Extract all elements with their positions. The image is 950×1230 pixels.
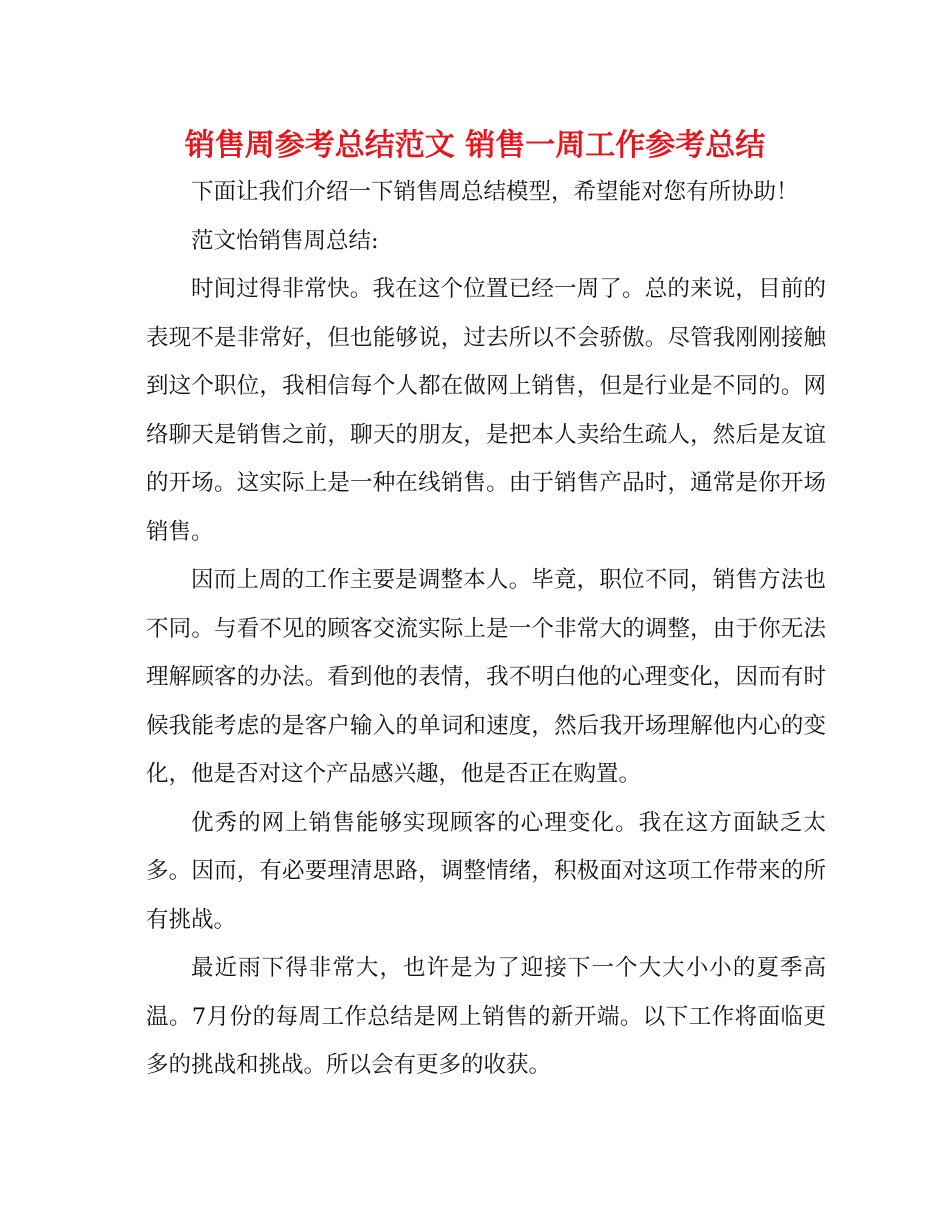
paragraph-2: 因而上周的工作主要是调整本人。毕竟，职位不同，销售方法也不同。与看不见的顾客交流实际上是一个非常大的调整，由于你无法理解顾客的办法。看到他的表情，我不明白他的心理变化，因而有时候我能考虑的是客户输入的单词和速度，然后我开场理解他内心的变化，他是否对这个产品感兴趣，他是否正在购置。	[146, 567, 826, 787]
paragraph-heading: 范文怡销售周总结:	[191, 227, 379, 254]
document-body	[146, 168, 826, 1090]
paragraph-intro: 下面让我们介绍一下销售周总结模型，希望能对您有所协助！	[191, 179, 799, 205]
paragraph-1: 时间过得非常快。我在这个位置已经一周了。总的来说，目前的表现不是非常好，但也能够说，过去所以不会骄傲。尽管我刚刚接触到这个职位，我相信每个人都在做网上销售，但是行业是不同的。网络聊天是销售之前，聊天的朋友，是把本人卖给生疏人，然后是友谊的开场。这实际上是一种在线销售。由于销售产品时，通常是你开场销售。	[146, 276, 826, 545]
paragraph-4: 最近雨下得非常大，也许是为了迎接下一个大大小小的夏季高温。7月份的每周工作总结是网上销售的新开端。以下工作将面临更多的挑战和挑战。所以会有更多的收获。	[146, 955, 826, 1078]
document-title: 销售周参考总结范文 销售一周工作参考总结	[184, 128, 766, 163]
paragraph-3: 优秀的网上销售能够实现顾客的心理变化。我在这方面缺乏太多。因而，有必要理清思路，调整情绪，积极面对这项工作带来的所有挑战。	[146, 809, 826, 933]
